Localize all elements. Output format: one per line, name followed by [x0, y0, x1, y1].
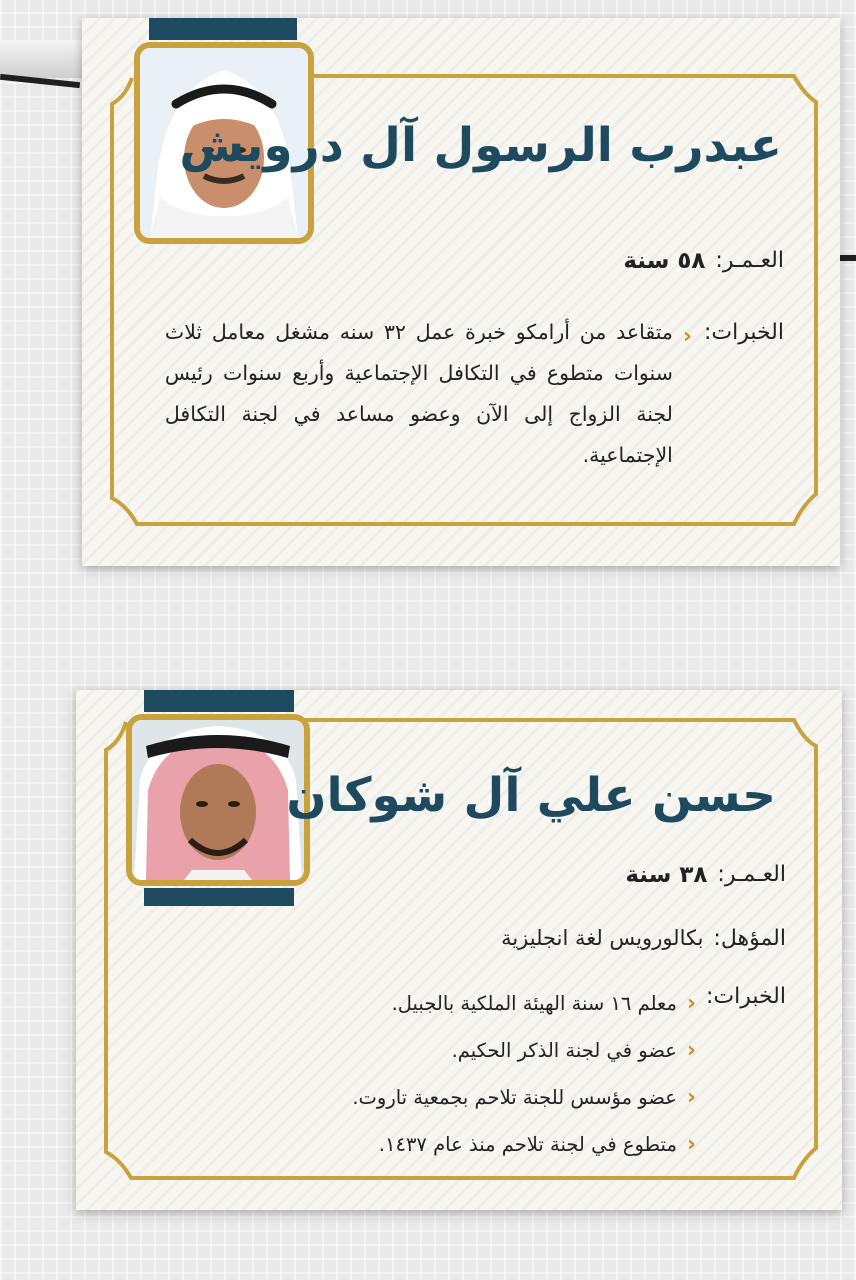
list-item — [352, 1074, 696, 1121]
chevron-left-icon: ‹ — [686, 1037, 696, 1063]
experience-list — [352, 980, 696, 1168]
person-photo-2 — [132, 720, 304, 880]
chevron-left-icon: ‹ — [682, 324, 692, 349]
age-value: ٣٨ سنة — [625, 862, 708, 888]
experience-row — [352, 980, 786, 1168]
experience-item: معلم ١٦ سنة الهيئة الملكية بالجبيل. — [391, 992, 677, 1015]
experience-label: الخبرات: — [703, 320, 784, 345]
experience-item: متطوع في لجنة تلاحم منذ عام ١٤٣٧. — [378, 1133, 677, 1156]
experience-label: الخبرات: — [705, 984, 786, 1009]
qualification-row — [501, 926, 786, 951]
experience-item: عضو مؤسس للجنة تلاحم بجمعية تاروت. — [352, 1086, 677, 1109]
avatar — [126, 714, 310, 886]
age-value: ٥٨ سنة — [623, 248, 706, 274]
qualification-value: بكالورويس لغة انجليزية — [501, 926, 704, 950]
age-row — [623, 248, 784, 274]
chevron-left-icon: ‹ — [686, 1131, 696, 1157]
list-item — [352, 1121, 696, 1168]
experience-item: عضو في لجنة الذكر الحكيم. — [451, 1039, 677, 1062]
age-label: العـمـر: — [715, 248, 784, 273]
chevron-left-icon: ‹ — [686, 990, 696, 1016]
person-name: عبدرب الرسول آل درويش — [179, 118, 782, 173]
experience-text: متقاعد من أرامكو خبرة عمل ٣٢ سنه مشغل معامل ثلاث سنوات متطوع في التكافل الإجتماعية وأربع سنوات رئيس لجنة الزواج إلى الآن وعضو مساعد في لجنة التكافل الإجتماعية. — [164, 320, 673, 467]
profile-card-1 — [82, 18, 840, 566]
background-line-right — [838, 255, 856, 261]
list-item — [352, 980, 696, 1027]
profile-card-2 — [76, 690, 842, 1210]
experience-row — [165, 312, 784, 476]
chevron-left-icon: ‹ — [686, 1084, 696, 1110]
age-label: العـمـر: — [717, 862, 786, 887]
list-item — [352, 1027, 696, 1074]
qualification-label: المؤهل: — [713, 926, 786, 951]
age-row — [625, 862, 786, 888]
background-band-top — [0, 40, 90, 78]
person-name: حسن علي آل شوكان — [286, 768, 776, 823]
